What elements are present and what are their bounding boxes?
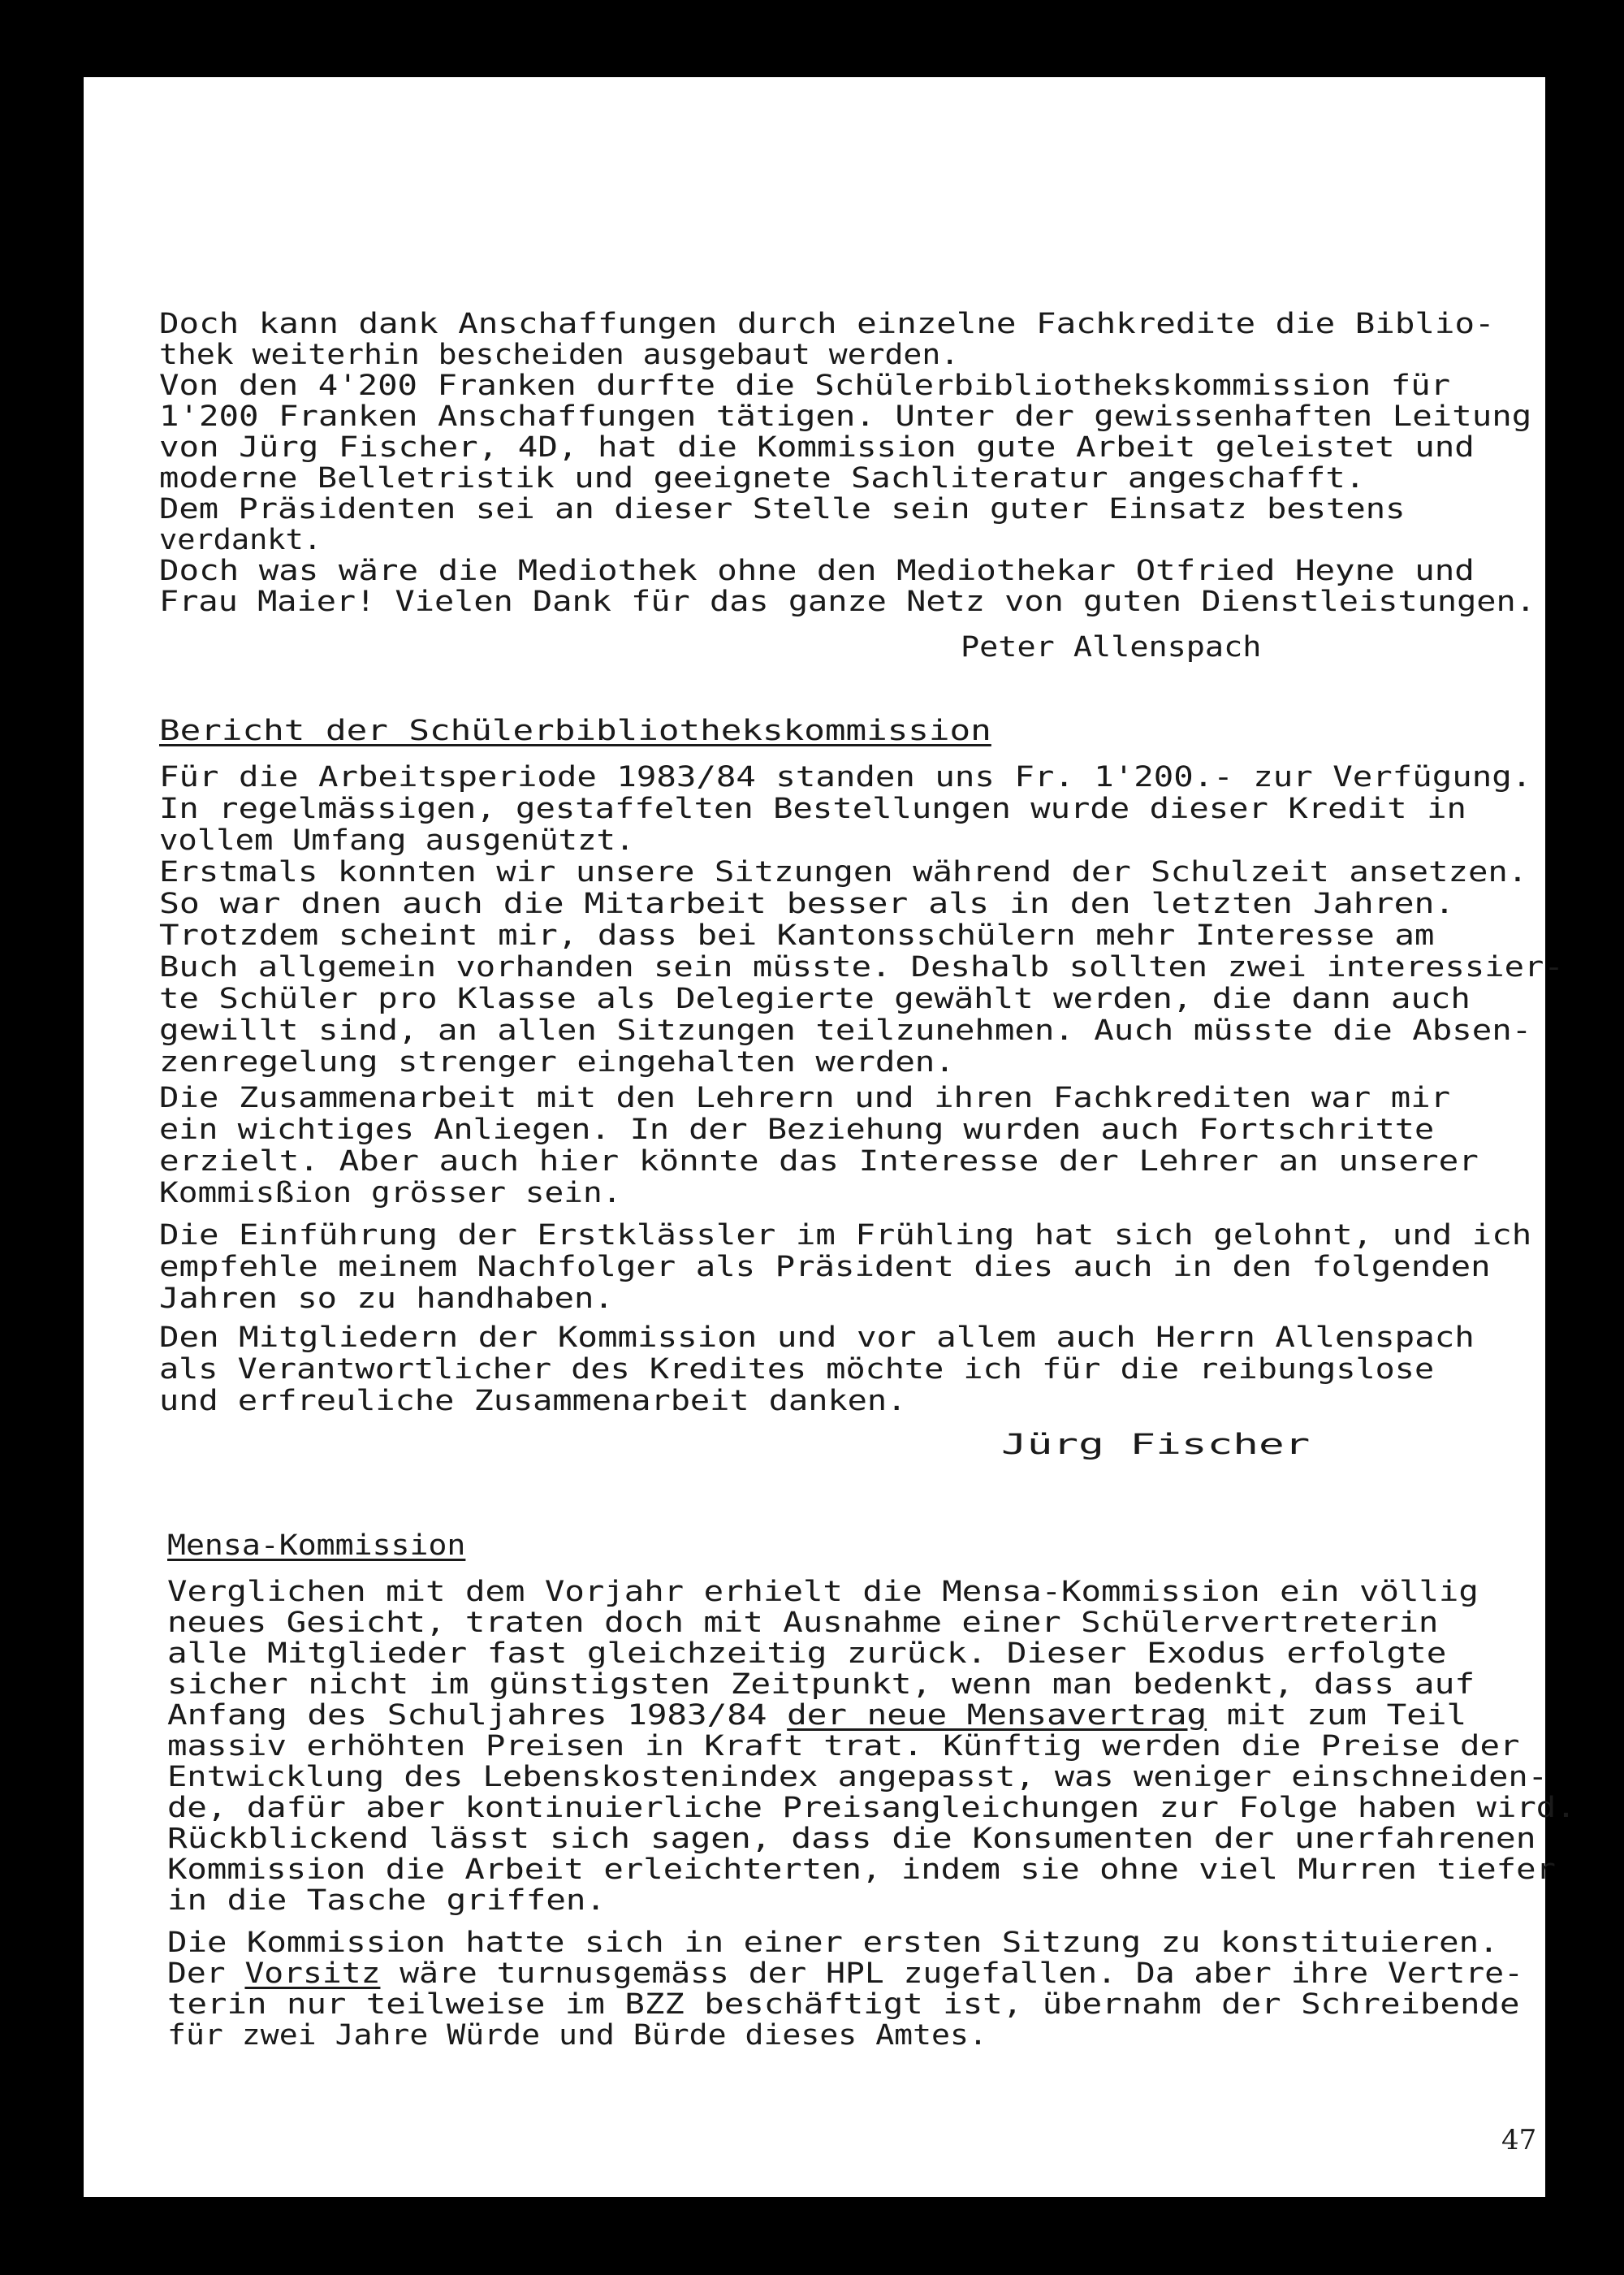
paragraph-line: moderne Belletristik und geeignete Sachliteratur angeschafft. (159, 462, 1366, 495)
paragraph-line (167, 1958, 1523, 1989)
paragraph-line: Verglichen mit dem Vorjahr erhielt die Mensa-Kommission ein völlig (167, 1576, 1479, 1608)
paragraph-line: und erfreuliche Zusammenarbeit danken. (159, 1385, 907, 1417)
section-heading: Mensa-Kommission (167, 1529, 466, 1562)
paragraph-line: von Jürg Fischer, 4D, hat die Kommission gute Arbeit geleistet und (159, 431, 1475, 464)
paragraph-line: als Verantwortlicher des Kredites möchte ich für die reibungslose (159, 1353, 1435, 1386)
paragraph-line: Den Mitgliedern der Kommission und vor allem auch Herrn Allenspach (159, 1321, 1475, 1354)
paragraph-line: zenregelung strenger eingehalten werden. (159, 1046, 955, 1079)
paragraph-line: neues Gesicht, traten doch mit Ausnahme einer Schülervertreterin (167, 1607, 1439, 1639)
signature-juerg-fischer: Jürg Fischer (1001, 1429, 1311, 1461)
paragraph-line: Für die Arbeitsperiode 1983/84 standen uns Fr. 1'200.- zur Verfügung. (159, 761, 1532, 794)
signature-peter-allenspach: Peter Allenspach (961, 631, 1262, 664)
paragraph-line: Erstmals konnten wir unsere Sitzungen während der Schulzeit ansetzen. (159, 856, 1528, 889)
section-heading: Bericht der Schülerbibliothekskommission (159, 715, 991, 747)
paragraph-line: Jahren so zu handhaben. (159, 1282, 614, 1315)
paragraph-line: Die Zusammenarbeit mit den Lehrern und ihren Fachkrediten war mir (159, 1082, 1451, 1114)
paragraph-line: Doch was wäre die Mediothek ohne den Mediothekar Otfried Heyne und (159, 555, 1475, 587)
paragraph-line: Die Einführung der Erstklässler im Frühling hat sich gelohnt, und ich (159, 1219, 1532, 1252)
paragraph-line: Doch kann dank Anschaffungen durch einzelne Fachkredite die Biblio- (159, 308, 1495, 340)
page-number: 47 (1501, 2124, 1537, 2156)
paragraph-line: Frau Maier! Vielen Dank für das ganze Netz von guten Dienstleistungen. (159, 586, 1535, 618)
paragraph-line: Die Kommission hatte sich in einer ersten Sitzung zu konstituieren. (167, 1927, 1499, 1959)
paragraph-line: In regelmässigen, gestaffelten Bestellungen wurde dieser Kredit in (159, 793, 1466, 825)
paragraph-line: So war dnen auch die Mitarbeit besser als in den letzten Jahren. (159, 888, 1455, 920)
paragraph-line: gewillt sind, an allen Sitzungen teilzunehmen. Auch müsste die Absen- (159, 1014, 1532, 1047)
paragraph-line: sicher nicht im günstigsten Zeitpunkt, wenn man bedenkt, dass auf (167, 1668, 1475, 1701)
underlined-word-vorsitz: Vorsitz (244, 1957, 381, 1990)
paragraph-line: in die Tasche griffen. (167, 1884, 606, 1917)
line-text: Der (167, 1957, 245, 1990)
line-text: mit zum Teil (1207, 1699, 1467, 1732)
paragraph-line: massiv erhöhten Preisen in Kraft trat. Künftig werden die Preise der (167, 1730, 1520, 1762)
paragraph-line: alle Mitglieder fast gleichzeitig zurück. Dieser Exodus erfolgte (167, 1637, 1447, 1670)
line-text: wäre turnusgemäss der HPL zugefallen. Da aber ihre Vertre- (380, 1957, 1523, 1990)
paragraph-line: verdankt. (159, 524, 322, 556)
paragraph-line: empfehle meinem Nachfolger als Präsident dies auch in den folgenden (159, 1251, 1491, 1283)
underlined-phrase-mensavertrag: der neue Mensavertrag (787, 1699, 1207, 1732)
paragraph-line: erzielt. Aber auch hier könnte das Interesse der Lehrer an unserer (159, 1145, 1479, 1178)
paragraph-line: 1'200 Franken Anschaffungen tätigen. Unter der gewissenhaften Leitung (159, 400, 1532, 433)
paragraph-line: Kommission die Arbeit erleichterten, indem sie ohne viel Murren tiefer (167, 1853, 1556, 1886)
paragraph-line: thek weiterhin bescheiden ausgebaut werden. (159, 339, 960, 371)
line-text: Anfang des Schuljahres 1983/84 (167, 1699, 788, 1732)
paragraph-line: vollem Umfang ausgenützt. (159, 824, 635, 857)
paragraph-line: Dem Präsidenten sei an dieser Stelle sein guter Einsatz bestens (159, 493, 1406, 525)
paragraph-line: terin nur teilweise im BZZ beschäftigt ist, übernahm der Schreibende (167, 1988, 1520, 2021)
paragraph-line (167, 1700, 1466, 1731)
paragraph-line: Buch allgemein vorhanden sein müsste. Deshalb sollten zwei interessier- (159, 951, 1564, 984)
paragraph-line: Entwicklung des Lebenskostenindex angepasst, was weniger einschneiden- (167, 1761, 1548, 1793)
paragraph-line: Rückblickend lässt sich sagen, dass die Konsumenten der unerfahrenen (167, 1823, 1536, 1855)
paragraph-line: für zwei Jahre Würde und Bürde dieses Amtes. (167, 2019, 987, 2052)
paragraph-line: te Schüler pro Klasse als Delegierte gewählt werden, die dann auch (159, 983, 1471, 1015)
paragraph-line: Kommisßion grösser sein. (159, 1177, 622, 1209)
document-page (84, 77, 1576, 2197)
paragraph-line: ein wichtiges Anliegen. In der Beziehung wurden auch Fortschritte (159, 1114, 1435, 1146)
paragraph-line: Von den 4'200 Franken durfte die Schülerbibliothekskommission für (159, 370, 1451, 402)
paragraph-line: de, dafür aber kontinuierliche Preisangleichungen zur Folge haben wird. (167, 1792, 1576, 1824)
paragraph-line: Trotzdem scheint mir, dass bei Kantonsschülern mehr Interesse am (159, 919, 1435, 952)
